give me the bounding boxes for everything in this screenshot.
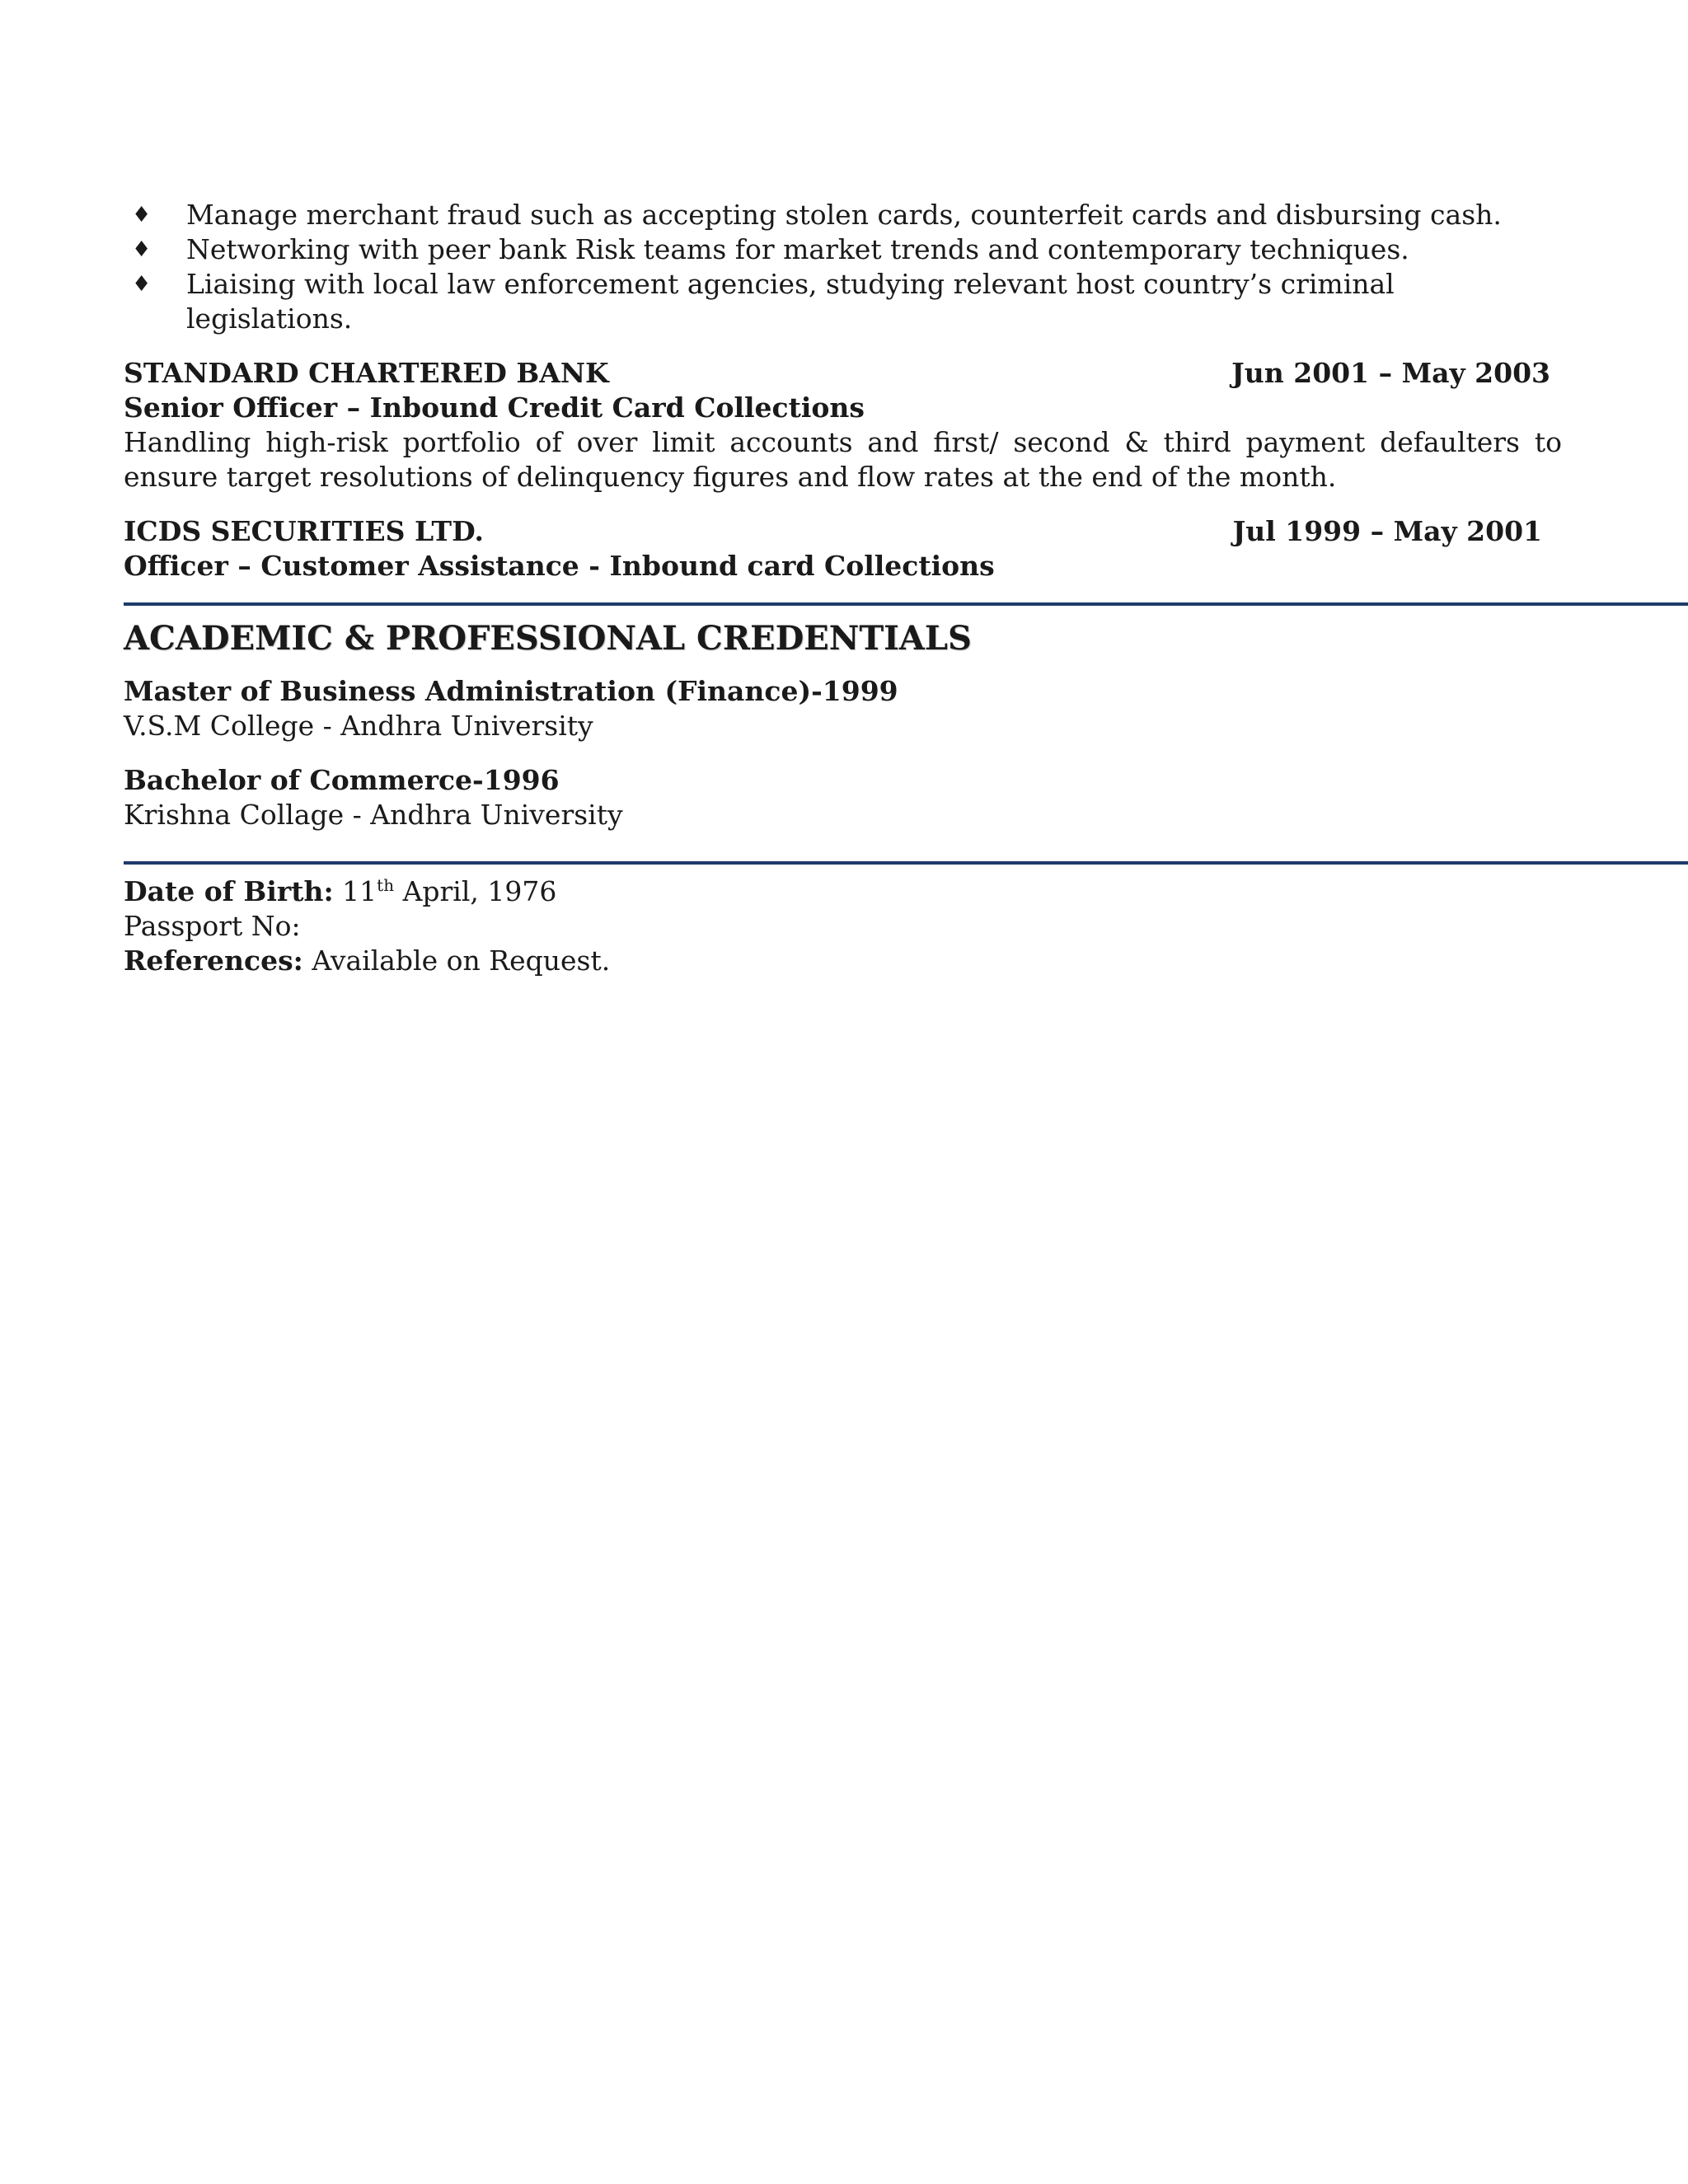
- dob-rest: April, 1976: [394, 875, 557, 907]
- section-title: ACADEMIC & PROFESSIONAL CREDENTIALS: [124, 619, 972, 658]
- personal-details: [124, 874, 1562, 978]
- references-label: References:: [124, 944, 303, 977]
- list-item: [124, 198, 1562, 232]
- section-divider: [124, 861, 1688, 865]
- diamond-bullet-icon: ♦: [132, 203, 152, 227]
- company-name: STANDARD CHARTERED BANK: [124, 357, 609, 389]
- bullet-text: Networking with peer bank Risk teams for market trends and contemporary techniques.: [186, 233, 1409, 265]
- section-divider: [124, 602, 1688, 606]
- job-role: Officer – Customer Assistance - Inbound card Collections: [124, 550, 995, 582]
- job-header: [124, 356, 1562, 391]
- diamond-bullet-icon: ♦: [132, 272, 152, 297]
- degree-name: Master of Business Administration (Finance)-1999: [124, 675, 898, 707]
- job-icds-securities: [124, 514, 1562, 583]
- job-role: Senior Officer – Inbound Credit Card Collections: [124, 391, 865, 424]
- passport-number: Passport No:: [124, 910, 301, 942]
- institution-name: Krishna Collage - Andhra University: [124, 799, 623, 831]
- diamond-bullet-icon: ♦: [132, 237, 152, 262]
- job-header: [124, 514, 1562, 549]
- job-description: Handling high-risk portfolio of over limit accounts and first/ second & third payment defaulters to ensure target resolutions of delinquency figures and flow rates at the end of the month.: [124, 426, 1562, 493]
- date-of-birth: [124, 874, 1562, 909]
- dob-label: Date of Birth:: [124, 875, 334, 907]
- references: [124, 944, 1562, 978]
- education-item: [124, 674, 1562, 743]
- experience-continued: [124, 198, 1562, 583]
- degree-name: Bachelor of Commerce-1996: [124, 764, 560, 796]
- job-dates: Jul 1999 – May 2001: [1232, 515, 1542, 547]
- bullet-text: Manage merchant fraud such as accepting stolen cards, counterfeit cards and disbursing cash.: [186, 199, 1502, 231]
- list-item: [124, 232, 1562, 267]
- list-item: [124, 267, 1562, 336]
- job-standard-chartered: [124, 356, 1562, 494]
- bullet-text: Liaising with local law enforcement agencies, studying relevant host country’s criminal legislations.: [186, 268, 1395, 335]
- company-name: ICDS SECURITIES LTD.: [124, 515, 484, 547]
- job-dates: Jun 2001 – May 2003: [1231, 357, 1550, 389]
- dob-suffix: th: [377, 875, 395, 895]
- references-value: Available on Request.: [302, 944, 611, 977]
- dob-day: 11: [342, 875, 377, 907]
- responsibility-list: [124, 198, 1562, 336]
- education-section: [124, 618, 1562, 852]
- education-item: [124, 763, 1562, 832]
- institution-name: V.S.M College - Andhra University: [124, 710, 593, 742]
